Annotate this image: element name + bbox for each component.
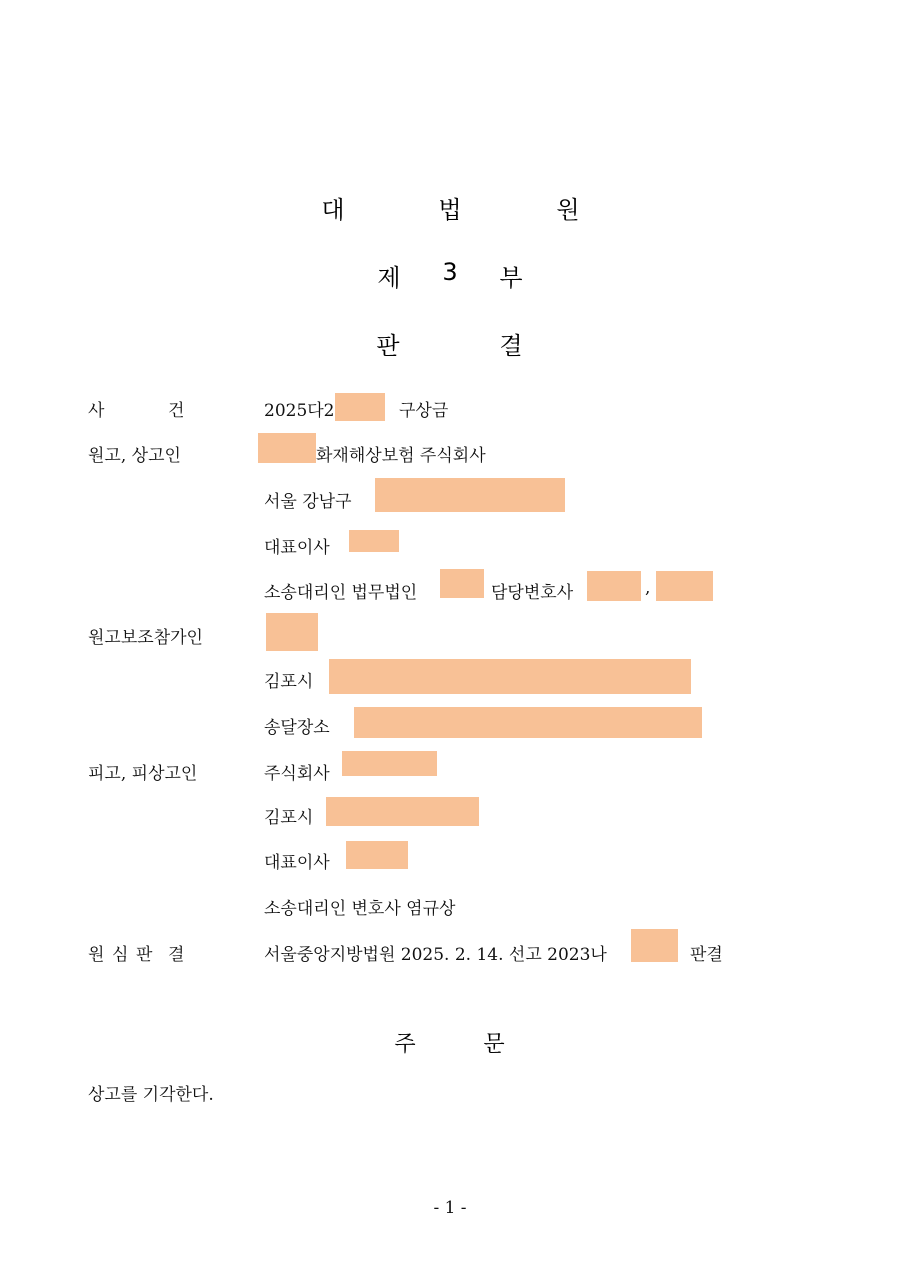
- plaintiff-counsel: 소송대리인 법무법인: [264, 583, 418, 603]
- lower-court-judgment: 서울중앙지방법원 2025. 2. 14. 선고 2023나: [264, 945, 607, 965]
- lower-court-label-2: 심: [112, 945, 129, 965]
- redaction-defendant-address: [326, 797, 479, 826]
- redaction-case-number: [335, 393, 385, 421]
- plaintiff-representative: 대표이사: [264, 538, 330, 558]
- division-char-2: 3: [442, 258, 458, 286]
- judgment-title: [0, 326, 900, 360]
- court-name-char-3: 원: [556, 196, 580, 224]
- lower-court-judgment-suffix: 판결: [690, 945, 723, 965]
- case-number: 2025다2: [264, 401, 335, 421]
- division-title: [0, 258, 900, 292]
- redaction-plaintiff-name: [258, 433, 316, 463]
- plaintiff-label: 원고, 상고인: [88, 446, 181, 466]
- redaction-service-address: [354, 707, 702, 738]
- redaction-attorney-1: [587, 571, 641, 601]
- lower-court-label-4: 결: [168, 945, 185, 965]
- holding-text: 상고를 기각한다.: [88, 1085, 214, 1105]
- intervenor-service-address: 송달장소: [264, 718, 330, 738]
- defendant-address: 김포시: [264, 808, 314, 828]
- division-char-1: 제: [377, 264, 401, 292]
- plaintiff-address: 서울 강남구: [264, 492, 352, 512]
- judgment-char-2: 결: [499, 332, 523, 360]
- lower-court-label-3: 판: [136, 945, 153, 965]
- redaction-intervenor-address: [329, 659, 691, 694]
- defendant-name: 주식회사: [264, 764, 330, 784]
- case-label-second: 건: [168, 401, 185, 421]
- court-name-char-1: 대: [321, 196, 345, 224]
- redaction-attorney-2: [656, 571, 713, 601]
- plaintiff-attorney-label: 담당변호사: [491, 583, 574, 603]
- case-title: 구상금: [399, 401, 449, 421]
- page-number: - 1 -: [433, 1198, 467, 1218]
- case-label-first: 사: [88, 401, 105, 421]
- court-name: [0, 190, 900, 224]
- redaction-plaintiff-representative: [349, 530, 399, 552]
- holding-heading: [0, 1027, 900, 1057]
- defendant-counsel: 소송대리인 변호사 염규상: [264, 899, 456, 919]
- court-name-char-2: 법: [438, 196, 462, 224]
- holding-char-1: 주: [394, 1032, 416, 1057]
- redaction-defendant-representative: [346, 841, 408, 869]
- judgment-char-1: 판: [376, 332, 400, 360]
- intervenor-label: 원고보조참가인: [88, 628, 203, 648]
- redaction-law-firm: [440, 569, 484, 598]
- intervenor-address: 김포시: [264, 672, 314, 692]
- defendant-representative: 대표이사: [264, 853, 330, 873]
- redaction-intervenor-name: [266, 613, 318, 651]
- division-char-3: 부: [499, 264, 523, 292]
- redaction-defendant-name: [342, 751, 437, 776]
- holding-char-2: 문: [483, 1032, 505, 1057]
- redaction-plaintiff-address: [375, 478, 565, 512]
- lower-court-label-1: 원: [88, 945, 105, 965]
- redaction-lower-case-number: [631, 929, 678, 962]
- defendant-label: 피고, 피상고인: [88, 764, 198, 784]
- plaintiff-name: 화재해상보험 주식회사: [316, 446, 486, 466]
- attorney-separator: ,: [645, 578, 651, 598]
